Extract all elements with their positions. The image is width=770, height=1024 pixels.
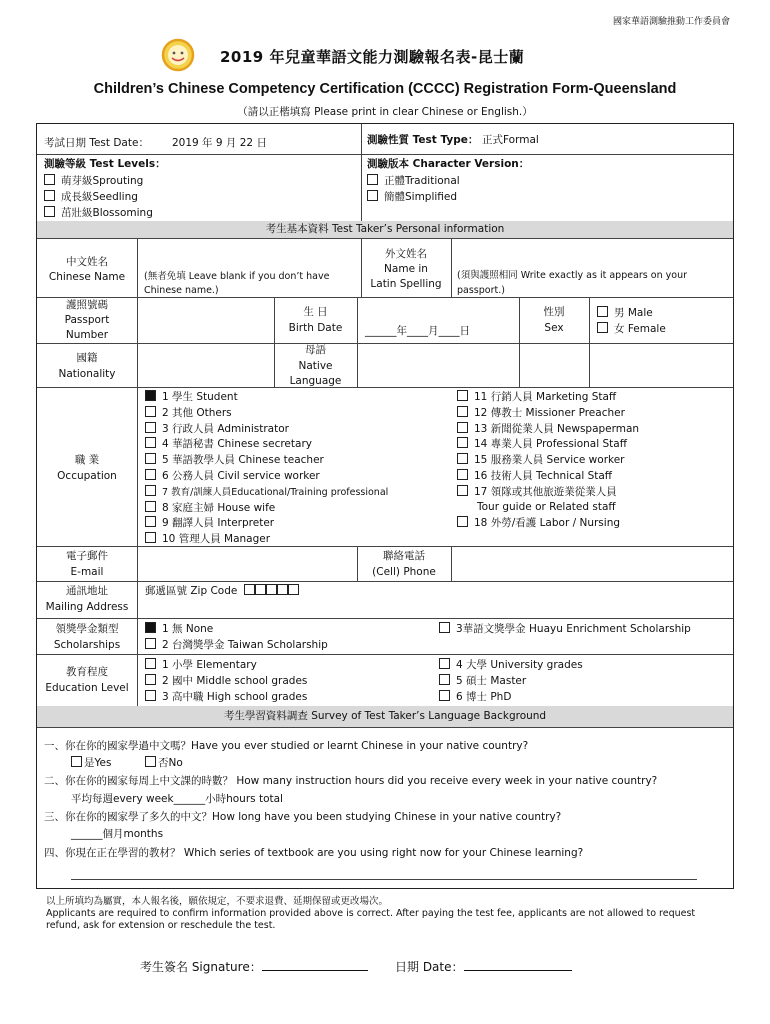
education-option-university[interactable]: 4 大學 University grades (439, 658, 583, 672)
occupation-option-right-2[interactable]: 12 傳教士 Missioner Preacher (457, 406, 625, 420)
survey-band: 考生學習資料調查 Survey of Test Taker’s Language Background (37, 706, 733, 727)
test-type-value: 正式Formal (482, 134, 539, 146)
scholarship-option-huayu[interactable]: 3華語文獎學金 Huayu Enrichment Scholarship (439, 622, 691, 636)
occupation-option-1[interactable]: 1 學生 Student (145, 390, 238, 404)
form-title-chinese: 2019 年兒童華語文能力測驗報名表-昆士蘭 (220, 48, 525, 66)
checkbox-icon (145, 638, 156, 649)
nationality-label-en: Nationality (58, 368, 116, 380)
education-option-high-school[interactable]: 3 高中職 High school grades (145, 690, 307, 704)
checkbox-icon (457, 437, 468, 448)
education-label: 教育程度 (66, 666, 108, 678)
sex-label-en: Sex (544, 322, 564, 334)
checkbox-icon (44, 206, 55, 217)
phone-label: 聯絡電話 (383, 550, 425, 562)
foreign-name-label: 外文姓名 (385, 248, 427, 260)
checkbox-icon (145, 469, 156, 480)
occupation-option-right-4[interactable]: 14 專業人員 Professional Staff (457, 437, 627, 451)
occupation-17-continued: Tour guide or Related staff (477, 501, 616, 513)
version-option-simplified[interactable]: 簡體Simplified (367, 190, 457, 204)
test-levels-label: 測驗等級 Test Levels： (44, 158, 166, 170)
checkbox-icon (145, 422, 156, 433)
survey-question-3: 三、你在你的國家學了多久的中文？How long have you been studying Chinese in your native country? (44, 811, 562, 823)
occupation-option-right-1[interactable]: 11 行銷人員 Marketing Staff (457, 390, 616, 404)
checkbox-icon (145, 532, 156, 543)
checkbox-icon (145, 622, 156, 633)
education-option-elementary[interactable]: 1 小學 Elementary (145, 658, 257, 672)
checkbox-icon (145, 674, 156, 685)
foreign-name-label-en-2: Latin Spelling (370, 278, 442, 290)
checkbox-icon (597, 322, 608, 333)
checkbox-icon (145, 756, 156, 767)
birth-date-label: 生 日 (303, 306, 328, 318)
signature-field[interactable]: 考生簽名 Signature： (140, 958, 368, 975)
form-title-english: Children’s Chinese Competency Certification (CCCC) Registration Form-Queensland (93, 81, 677, 97)
survey-answer-4-line[interactable] (71, 879, 697, 880)
native-language-label-en-2: Language (289, 375, 342, 387)
checkbox-icon (367, 174, 378, 185)
zip-code-field[interactable]: 郵遞區號 Zip Code (145, 584, 299, 598)
checkbox-icon (439, 658, 450, 669)
email-label: 電子郵件 (66, 550, 108, 562)
checkbox-icon (145, 516, 156, 527)
scholarship-label-en: Scholarships (53, 639, 121, 651)
education-option-master[interactable]: 5 碩士 Master (439, 674, 526, 688)
occupation-option-9[interactable]: 9 翻譯人員 Interpreter (145, 516, 274, 530)
chinese-name-label: 中文姓名 (66, 256, 108, 268)
checkbox-icon (457, 516, 468, 527)
occupation-option-10[interactable]: 10 管理人員 Manager (145, 532, 270, 546)
registration-form (36, 123, 734, 889)
checkbox-icon (145, 690, 156, 701)
occupation-option-5[interactable]: 5 華語教學人員 Chinese teacher (145, 453, 324, 467)
passport-label-en-2: Number (65, 329, 109, 341)
native-language-label-en: Native (298, 360, 333, 372)
education-option-middle-school[interactable]: 2 國中 Middle school grades (145, 674, 307, 688)
address-label: 通訊地址 (66, 585, 108, 597)
checkbox-icon (457, 422, 468, 433)
checkbox-icon (71, 756, 82, 767)
occupation-option-6[interactable]: 6 公務人員 Civil service worker (145, 469, 320, 483)
email-label-en: E-mail (70, 566, 104, 578)
print-instruction: （請以正楷填寫 Please print in clear Chinese or English.） (237, 106, 533, 118)
test-date-value: 2019 年 9 月 22 日 (172, 137, 267, 149)
foreign-name-note-2: passport.) (457, 285, 505, 296)
smiley-logo-icon (161, 38, 195, 72)
committee-name: 國家華語測驗推動工作委員會 (612, 17, 730, 27)
checkbox-icon (145, 437, 156, 448)
education-option-phd[interactable]: 6 博士 PhD (439, 690, 511, 704)
birth-date-label-en: Birth Date (288, 322, 343, 334)
nationality-label: 國籍 (76, 352, 98, 364)
survey-answer-2[interactable]: 平均每週every week______小時hours total (71, 793, 283, 805)
sex-option-male[interactable]: 男 Male (597, 306, 653, 320)
scholarship-option-none[interactable]: 1 無 None (145, 622, 213, 636)
declaration-chinese: 以上所填均為屬實，本人報名後，願依規定，不要求退費、延期保留或更改場次。 (46, 896, 389, 907)
foreign-name-label-en: Name in (384, 263, 428, 275)
survey-question-1: 一、你在你的國家學過中文嗎？Have you ever studied or learnt Chinese in your native country? (44, 740, 529, 752)
occupation-option-8[interactable]: 8 家庭主婦 House wife (145, 501, 275, 515)
level-option-seedling[interactable]: 成長級Seedling (44, 190, 138, 204)
checkbox-icon (457, 469, 468, 480)
declaration-english: Applicants are required to confirm information provided above is correct. After paying the test fee, applicants are not allowed to request (46, 908, 696, 919)
phone-label-en: (Cell) Phone (372, 566, 436, 578)
chinese-name-label-en: Chinese Name (48, 271, 126, 283)
passport-label-en: Passport (64, 314, 110, 326)
occupation-option-right-3[interactable]: 13 新聞從業人員 Newspaperman (457, 422, 639, 436)
checkbox-icon (597, 306, 608, 317)
occupation-option-right-5[interactable]: 15 服務業人員 Service worker (457, 453, 625, 467)
test-date-label: 考試日期 Test Date： (44, 137, 149, 149)
declaration-english-2: refund, ask for extension or reschedule the test. (46, 920, 276, 931)
checkbox-icon (145, 501, 156, 512)
checkbox-icon (44, 190, 55, 201)
checkbox-icon (439, 622, 450, 633)
checkbox-icon (44, 174, 55, 185)
native-language-label: 母語 (305, 344, 326, 356)
occupation-option-right-7[interactable]: 17 領隊或其他旅遊業從業人員 (457, 485, 617, 499)
checkbox-icon (457, 390, 468, 401)
checkbox-icon (145, 390, 156, 401)
checkbox-icon (145, 453, 156, 464)
foreign-name-note: (須與護照相同 Write exactly as it appears on your (457, 270, 687, 281)
checkbox-icon (439, 690, 450, 701)
test-type-label: 測驗性質 Test Type： (367, 134, 479, 146)
date-field[interactable]: 日期 Date： (395, 958, 572, 975)
q1-option-yes[interactable]: 是Yes (71, 756, 111, 770)
checkbox-icon (457, 406, 468, 417)
version-option-traditional[interactable]: 正體Traditional (367, 174, 460, 188)
sex-label: 性別 (543, 306, 565, 318)
birth-date-field[interactable]: ______年____月____日 (365, 325, 470, 337)
chinese-name-note-2: Chinese name.) (144, 285, 219, 296)
survey-question-4: 四、你現在正在學習的教材？ Which series of textbook are you using right now for your Chinese learning? (44, 847, 584, 859)
occupation-option-4[interactable]: 4 華語秘書 Chinese secretary (145, 437, 312, 451)
checkbox-icon (145, 485, 156, 496)
checkbox-icon (145, 658, 156, 669)
level-option-blossoming[interactable]: 茁壯級Blossoming (44, 206, 153, 220)
checkbox-icon (439, 674, 450, 685)
character-version-label: 測驗版本 Character Version： (367, 158, 530, 170)
chinese-name-note: (無者免填 Leave blank if you don’t have (144, 271, 330, 282)
level-option-sprouting[interactable]: 萌芽級Sprouting (44, 174, 143, 188)
personal-info-band: 考生基本資料 Test Taker’s Personal information (37, 221, 733, 238)
checkbox-icon (145, 406, 156, 417)
occupation-label: 職 業 (74, 454, 100, 466)
passport-label: 護照號碼 (66, 299, 108, 311)
scholarship-label: 領獎學金類型 (55, 623, 119, 635)
survey-answer-3[interactable]: ______個月months (71, 828, 164, 840)
sex-option-female[interactable]: 女 Female (597, 322, 666, 336)
education-label-en: Education Level (45, 682, 129, 694)
q1-option-no[interactable]: 否No (145, 756, 183, 770)
occupation-option-2[interactable]: 2 其他 Others (145, 406, 232, 420)
occupation-option-right-6[interactable]: 16 技術人員 Technical Staff (457, 469, 612, 483)
checkbox-icon (457, 485, 468, 496)
occupation-option-3[interactable]: 3 行政人員 Administrator (145, 422, 289, 436)
checkbox-icon (367, 190, 378, 201)
occupation-option-right-8[interactable]: 18 外勞/看護 Labor / Nursing (457, 516, 620, 530)
address-label-en: Mailing Address (45, 601, 129, 613)
occupation-label-en: Occupation (57, 470, 117, 482)
checkbox-icon (457, 453, 468, 464)
survey-question-2: 二、你在你的國家每周上中文課的時數？ How many instruction hours did you receive every week in your native country? (44, 775, 658, 787)
scholarship-option-taiwan[interactable]: 2 台灣獎學金 Taiwan Scholarship (145, 638, 328, 652)
occupation-option-7[interactable]: 7 教育/訓練人員Educational/Training professional (145, 485, 388, 499)
